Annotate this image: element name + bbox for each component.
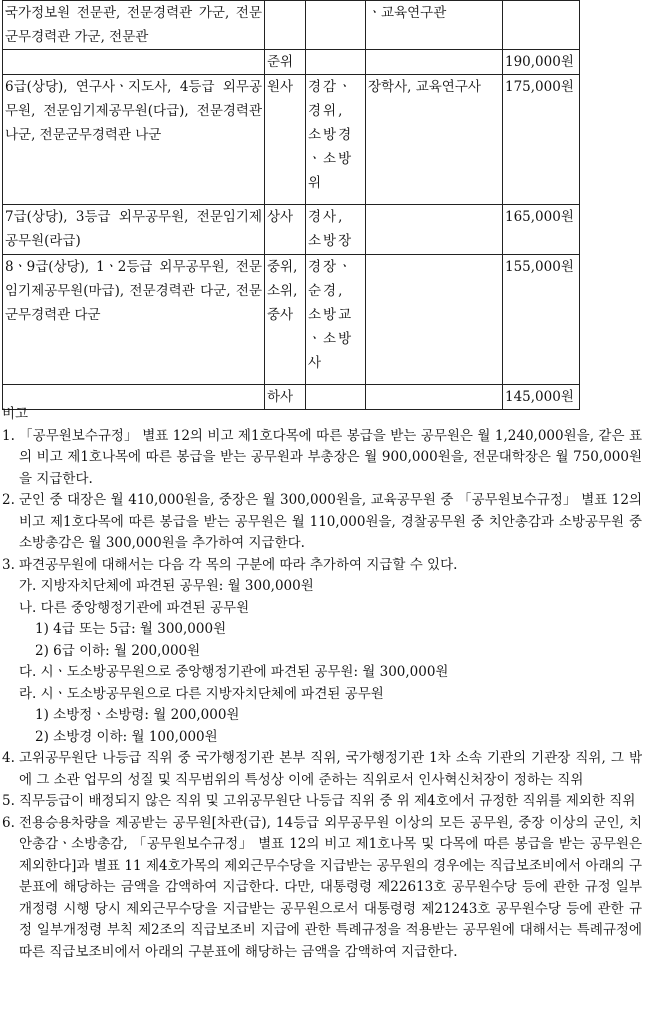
cell-amount: 155,000원 <box>503 255 580 385</box>
remark-3-na-2: 2) 6급 이하: 월 200,000원 <box>35 642 201 659</box>
remark-text: 직무등급이 배정되지 않은 직위 및 고위공무원단 나등급 직위 중 위 제4호에서 규정한 직위를 제외한 직위 <box>19 793 636 809</box>
cell-military <box>265 1 306 50</box>
remark-3-da: 다. 시ㆍ도소방공무원으로 중앙행정기관에 파견된 공무원: 월 300,000원 <box>19 664 449 680</box>
remark-number: 6. <box>2 814 15 831</box>
cell-military: 원사 <box>265 75 306 205</box>
remark-text: 「공무원보수규정」 별표 12의 비고 제1호다목에 따른 봉급을 받는 공무원은 월 1,240,000원을, 같은 표의 비고 제1호나목에 따른 봉급을 받는 공무원과 부총장은 월 900,000원을, 전문대학장은 월 750,000원을 지급한다. <box>19 427 642 487</box>
remark-text: 고위공무원단 나등급 직위 중 국가행정기관 본부 직위, 국가행정기관 1차 소속 기관의 기관장 직위, 그 밖에 그 소관 업무의 성질 및 직무범위의 특성상 이에 준하는 직위로서 인사혁신처장이 정하는 직위 <box>19 750 642 788</box>
cell-education: ㆍ교육연구관 <box>366 1 503 50</box>
cell-military: 중위, 소위, 중사 <box>265 255 306 385</box>
cell-education <box>366 205 503 255</box>
cell-amount: 190,000원 <box>503 50 580 75</box>
cell-police-fire: 경사, 소방장 <box>306 205 366 255</box>
remark-item-3 <box>2 555 642 577</box>
cell-education: 장학사, 교육연구사 <box>366 75 503 205</box>
cell-amount: 145,000원 <box>503 385 580 410</box>
remark-item-6 <box>2 813 642 964</box>
remark-item-4 <box>2 748 642 791</box>
remark-3-ra-1: 1) 소방정ㆍ소방령: 월 200,000원 <box>35 707 240 723</box>
table-row <box>3 75 580 205</box>
remark-3-na: 나. 다른 중앙행정기관에 파견된 공무원 <box>19 599 250 616</box>
remark-item-2 <box>2 490 642 555</box>
remark-3-ga: 가. 지방자치단체에 파견된 공무원: 월 300,000원 <box>19 578 314 594</box>
remarks-section <box>2 404 642 963</box>
remark-text: 전용승용차량을 제공받는 공무원[차관(급), 14등급 외무공무원 이상의 모든 공무원, 중장 이상의 군인, 치안총감ㆍ소방총감, 「공무원보수규정」 별표 12의 비고 제1호나목 및 다목에 따른 봉급을 받는 공무원은 제외한다]과 별표 11 제4호가목의 제외근무수당을 지급받는 공무원의 경우에는 직급보조비에서 아래의 구분표에 해당하는 금액을 감액하여 지급한다. 다만, 대통령령 제22613호 공무원수당 등에 관한 규정 일부개정령 시행 당시 제외근무수당을 지급받는 공무원으로서 대통령령 제21243호 공무원수당 등에 관한 규정 일부개정령 부칙 제2조의 직급보조비 지급에 관한 특례규정을 적용받는 공무원에 대해서는 특례규정에 따른 직급보조비에서 아래의 구분표에 해당하는 금액을 감액하여 지급한다. <box>19 814 642 960</box>
remark-number: 3. <box>2 556 15 573</box>
remark-item-1 <box>2 426 642 491</box>
remark-item-5 <box>2 791 642 813</box>
cell-police-fire: 경감ㆍ경위, 소방경ㆍ소방위 <box>306 75 366 205</box>
table-row <box>3 255 580 385</box>
remark-3-ra: 라. 시ㆍ도소방공무원으로 다른 지방자치단체에 파견된 공무원 <box>19 685 384 702</box>
table-row <box>3 50 580 75</box>
cell-police-fire <box>306 1 366 50</box>
cell-amount: 175,000원 <box>503 75 580 205</box>
cell-amount: 165,000원 <box>503 205 580 255</box>
cell-grade-equivalent <box>3 50 265 75</box>
remark-number: 5. <box>2 793 15 809</box>
cell-military: 상사 <box>265 205 306 255</box>
cell-education <box>366 50 503 75</box>
remark-text: 군인 중 대장은 월 410,000원을, 중장은 월 300,000원을, 교육공무원 중 「공무원보수규정」 별표 12의 비고 제1호다목에 따른 봉급을 받는 공무원은 월 110,000원을, 경찰공무원 중 치안총감과 소방공무원 중 소방총감은 월 300,000원을 추가하여 지급한다. <box>19 492 642 551</box>
cell-grade-equivalent: 6급(상당), 연구사ㆍ지도사, 4등급 외무공무원, 전문임기제공무원(다급), 전문경력관 나군, 전문군무경력관 나군 <box>3 75 265 205</box>
cell-grade-equivalent: 7급(상당), 3등급 외무공무원, 전문임기제공무원(라급) <box>3 205 265 255</box>
cell-military: 준위 <box>265 50 306 75</box>
cell-education <box>366 255 503 385</box>
cell-amount <box>503 1 580 50</box>
cell-police-fire <box>306 50 366 75</box>
remark-number: 4. <box>2 750 15 766</box>
remark-text: 파견공무원에 대해서는 다음 각 목의 구분에 따라 추가하여 지급할 수 있다. <box>19 556 458 573</box>
remark-number: 1. <box>2 427 15 444</box>
remarks-title: 비고 <box>2 406 29 422</box>
remark-3-ra-2: 2) 소방경 이하: 월 100,000원 <box>35 728 218 745</box>
table-row <box>3 205 580 255</box>
remark-3-na-1: 1) 4급 또는 5급: 월 300,000원 <box>35 621 227 637</box>
cell-military: 하사 <box>265 385 306 410</box>
cell-grade-equivalent: 8ㆍ9급(상당), 1ㆍ2등급 외무공무원, 전문임기제공무원(마급), 전문경력관 다군, 전문군무경력관 다군 <box>3 255 265 385</box>
allowance-table <box>2 0 580 410</box>
cell-grade-equivalent: 국가정보원 전문관, 전문경력관 가군, 전문군무경력관 가군, 전문관 <box>3 1 265 50</box>
cell-police-fire: 경장ㆍ순경, 소방교ㆍ소방사 <box>306 255 366 385</box>
table-row <box>3 1 580 50</box>
remark-number: 2. <box>2 492 15 508</box>
